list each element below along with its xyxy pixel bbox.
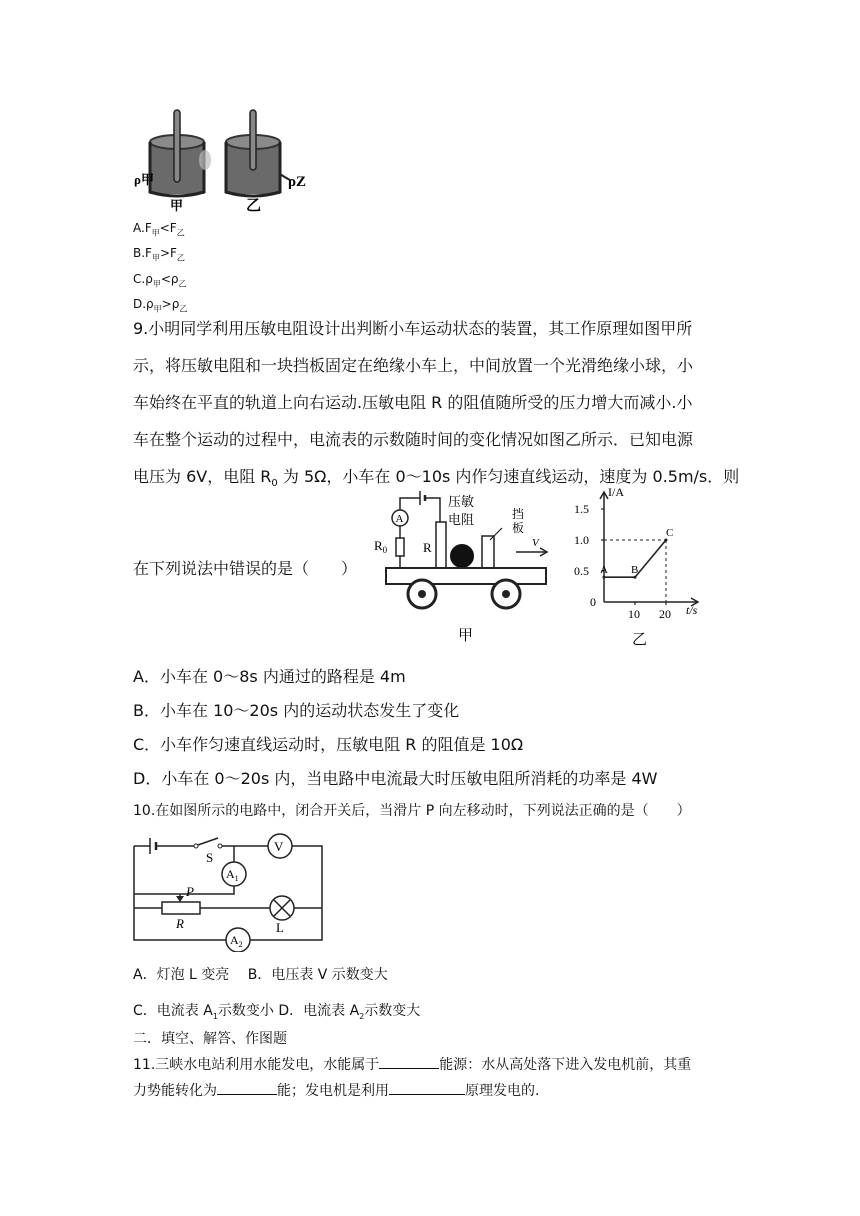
q9-option-a: A．小车在 0～8s 内通过的路程是 4m: [133, 667, 406, 686]
q8-rho-jia-label: ρ甲: [134, 172, 154, 187]
q9-option-c: C．小车作匀速直线运动时，压敏电阻 R 的阻值是 10Ω: [133, 735, 524, 754]
beaker-jia: [150, 110, 211, 196]
q8-option-b: $B.F_甲>F_乙$: [133, 246, 185, 263]
q8-beakers-figure: [130, 108, 310, 212]
q10-option-row-1: A．灯泡 L 变亮 B．电压表 V 示数变大: [133, 967, 388, 983]
q9-wheel-left: [408, 580, 436, 608]
q10-ammeter-a2-icon: [226, 928, 250, 952]
q9-cart-body: [386, 568, 546, 584]
y-tick-label-1: 1.0: [574, 533, 589, 547]
y-tick-label-0: 0.5: [574, 564, 589, 578]
q10-voltmeter-icon: [268, 834, 292, 858]
q11-blank-3[interactable]: [389, 1094, 465, 1095]
q9-baffle-label-1: 挡: [512, 507, 525, 521]
q11-line-2: 力势能转化为 能；发电机是利用 原理发电的.: [133, 1083, 540, 1099]
point-label-a: A: [600, 564, 608, 577]
q9-option-d: D．小车在 0～20s 内，当电路中电流最大时压敏电阻所消耗的功率是 4W: [133, 769, 658, 788]
q9-line-3: 车始终在平直的轨道上向右运动.压敏电阻 R 的阻值随所受的压力增大而减小.小: [133, 393, 693, 412]
y-tick-label-2: 1.5: [574, 502, 589, 516]
q9-ball: [450, 544, 474, 568]
q11-blank-2[interactable]: [217, 1094, 277, 1095]
q10-lamp-icon: [270, 896, 294, 920]
q9-r0-resistor: [396, 538, 404, 556]
q8-option-a: $A.F_甲<F_乙$: [133, 221, 185, 238]
svg-text:A2: $A_2$: [230, 933, 243, 949]
q10-circuit-figure: [126, 832, 332, 952]
q10-slider-p-icon: [176, 894, 184, 902]
q9-pressure-label-2: 电阻: [448, 512, 475, 527]
x-tick-label-1: 10: [628, 607, 640, 621]
q9-baffle-label-2: 板: [512, 521, 525, 535]
svg-text:A: A: [395, 513, 404, 525]
q9-baffle: [482, 536, 494, 568]
beaker-yi: [226, 110, 290, 196]
origin-label: 0: [590, 595, 596, 609]
q9-option-b: B．小车在 10～20s 内的运动状态发生了变化: [133, 701, 460, 720]
q11-stem: [133, 1052, 753, 1104]
q9-line-1: 9.小明同学利用压敏电阻设计出判断小车运动状态的装置，其工作原理如图甲所: [133, 319, 693, 338]
q9-ammeter-icon: [392, 510, 408, 526]
q8-options: [133, 218, 187, 320]
q10-switch-label: S: [206, 850, 214, 865]
q8-option-d: $D.\rho_甲>\rho_乙$: [133, 297, 188, 314]
q9-cart-figure: [366, 488, 552, 646]
q9-line-5: 电压为 6V，电阻 $R_0$ 为 5Ω，小车在 0～10s 内作匀速直线运动，速度为 0.5m/s．则: [133, 467, 740, 490]
section-2-heading: 二．填空、解答、作图题: [133, 1031, 287, 1047]
q8-caption-jia: 甲: [170, 198, 184, 212]
svg-text:V: V: [274, 839, 284, 854]
chart-x-axis-label: t/s: [686, 603, 698, 617]
x-tick-label-2: 20: [659, 607, 671, 621]
q9-line-6: 在下列说法中错误的是（ ）: [133, 559, 358, 578]
q10-slider-p-label: P: [186, 884, 194, 899]
q9-r-label: R: [423, 540, 432, 555]
q10-ammeter-a1-icon: [222, 862, 246, 886]
q9-caption-jia: 甲: [458, 628, 474, 644]
q11-line-1: 11.三峡水电站利用水能发电，水能属于 能源：水从高处落下进入发电机前，其重: [133, 1057, 692, 1073]
q9-line-4: 车在整个运动的过程中，电流表的示数随时间的变化情况如图乙所示．已知电源: [133, 430, 694, 449]
q10-lamp-label: L: [276, 920, 284, 935]
point-label-b: B: [631, 564, 639, 577]
q10-rheostat: [162, 902, 200, 914]
chart-y-axis-label: I/A: [608, 485, 624, 499]
q8-rho-yi-label: ρZ: [288, 174, 307, 190]
q9-caption-yi: 乙: [632, 632, 648, 648]
q10-rheostat-label: R: [176, 916, 184, 931]
q9-line-2: 示，将压敏电阻和一块挡板固定在绝缘小车上，中间放置一个光滑绝缘小球，小: [133, 356, 694, 375]
q10-option-row-2: C．电流表 $A_1$示数变小 D．电流表 $A_2$示数变大: [133, 1003, 421, 1021]
q10-switch-icon: [194, 838, 222, 848]
svg-text:A1: $A_1$: [226, 867, 239, 883]
q9-pressure-label-1: 压敏: [448, 494, 475, 509]
q9-velocity-label: V: [532, 537, 539, 549]
q9-r0-label: $R_0$: [374, 538, 388, 555]
q11-blank-1[interactable]: [379, 1068, 439, 1069]
q10-stem: 10.在如图所示的电路中，闭合开关后，当滑片 P 向左移动时，下列说法正确的是（ ）: [133, 803, 691, 819]
point-label-c: C: [666, 527, 674, 539]
q8-caption-yi: 乙: [246, 198, 262, 212]
q8-option-c: $C.\rho_甲<\rho_乙$: [133, 271, 187, 289]
q9-wheel-right: [492, 580, 520, 608]
q9-current-time-chart: [560, 484, 720, 650]
q9-pressure-resistor: [436, 522, 446, 568]
